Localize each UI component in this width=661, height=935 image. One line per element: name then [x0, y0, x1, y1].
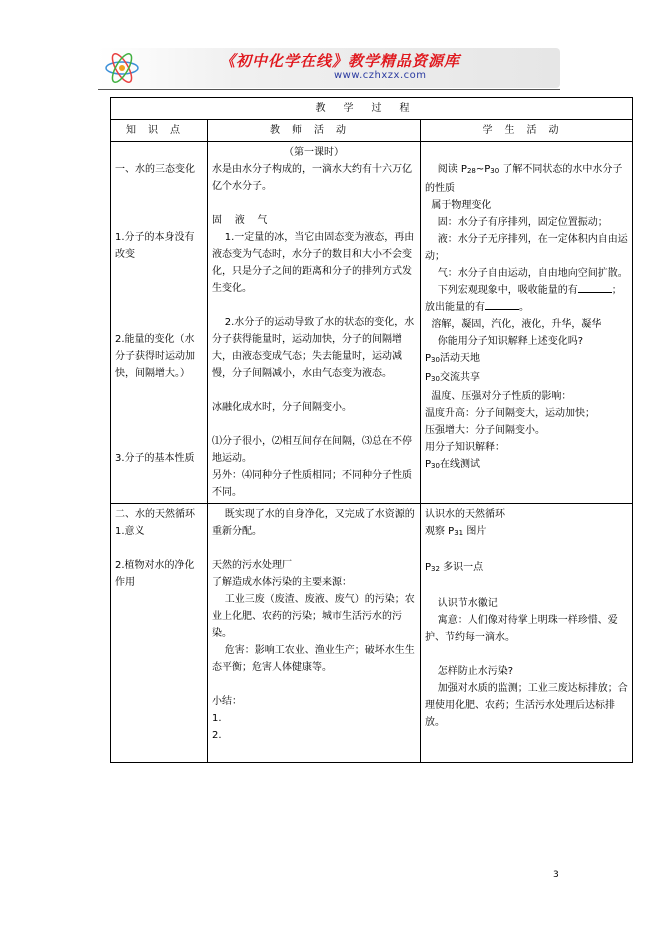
- student-text: 属于物理变化: [425, 200, 492, 211]
- knowledge-item: 3.分子的基本性质: [115, 453, 195, 464]
- student-text: $P_{32}$ 多识一点: [425, 562, 484, 573]
- banner-title: 《初中化学在线》教学精品资源库: [220, 52, 461, 70]
- teacher-text: 既实现了水的自身净化，又完成了水资源的重新分配。: [212, 509, 415, 537]
- student-text: $P_{30}$活动天地: [425, 353, 480, 364]
- lesson-label: （第一课时）: [284, 147, 344, 158]
- knowledge-item: 2.能量的变化（水分子获得时运动加快，间隔增大。）: [115, 334, 195, 379]
- teacher-text: 危害：影响工农业、渔业生产；破坏水生生态平衡；危害人体健康等。: [212, 645, 415, 673]
- teaching-process-table: [110, 97, 633, 763]
- teacher-text: 另外：⑷同种分子性质相同；不同种分子性质不同。: [212, 470, 412, 498]
- teacher-text: 2.水分子的运动导致了水的状态的变化，水分子获得能量时，运动加快，分子的间隔增大，由液态变成气态；失去能量时，运动减慢，分子间隔减小，水由气态变为液态。: [212, 317, 415, 379]
- column-header-knowledge: 知识点: [111, 120, 208, 142]
- table-row: [111, 504, 633, 763]
- answer-blank[interactable]: [578, 282, 612, 293]
- summary-item: 2.: [212, 730, 222, 741]
- student-text: $P_{30}$在线测试: [425, 459, 480, 470]
- column-header-teacher: 教师活动: [208, 120, 421, 142]
- summary-item: 1.: [212, 713, 222, 724]
- teacher-text: 冰融化成水时，分子间隔变小。: [212, 402, 352, 413]
- student-text: 认识水的天然循环: [425, 509, 505, 520]
- teacher-text: 水是由水分子构成的，一滴水大约有十六万亿亿个水分子。: [212, 164, 412, 192]
- student-text: 气：水分子自由运动，自由地向空间扩散。: [425, 268, 628, 279]
- banner-divider: [98, 89, 560, 90]
- student-text: $P_{30}$交流共享: [425, 372, 480, 383]
- student-text: 阅读 $P_{28}\sim P_{30}$ 了解不同状态的水中水分子的性质: [425, 164, 623, 194]
- student-text: 溶解，凝固，汽化，液化，升华，凝华: [425, 319, 602, 330]
- page-number: 3: [553, 870, 559, 880]
- table-row: [111, 142, 633, 504]
- knowledge-cell: [111, 142, 208, 504]
- knowledge-item: 二、水的天然循环: [115, 509, 195, 520]
- states-label: 固 液 气: [212, 215, 268, 226]
- student-question: 下列宏观现象中，吸收能量的有 ；放出能量的有 。: [425, 282, 628, 316]
- teacher-text: 工业三废（废渣、废液、废气）的污染；农业上化肥、农药的污染；城市生活污水的污染。: [212, 594, 415, 639]
- student-cell: [421, 504, 633, 763]
- student-text: 怎样防止水污染?: [425, 666, 514, 677]
- student-text: 用分子知识解释：: [425, 442, 505, 453]
- column-header-student: 学生活动: [421, 120, 633, 142]
- knowledge-item: 一、水的三态变化: [115, 164, 195, 175]
- teacher-text: 1.一定量的冰，当它由固态变为液态，再由液态变为气态时，水分子的数目和大小不会变化，只是分子之间的距离和分子的排列方式发生变化。: [212, 232, 415, 294]
- student-text: 寓意：人们像对待掌上明珠一样珍惜、爱护、节约每一滴水。: [425, 615, 618, 643]
- summary-label: 小结：: [212, 696, 242, 707]
- teacher-text: 了解造成水体污染的主要来源：: [212, 577, 352, 588]
- answer-blank[interactable]: [485, 299, 519, 310]
- knowledge-item: 1.意义: [115, 526, 145, 537]
- teacher-cell: [208, 142, 421, 504]
- teacher-text: ⑴分子很小，⑵相互间存在间隔，⑶总在不停地运动。: [212, 436, 412, 464]
- teacher-text: 天然的污水处理厂: [212, 560, 292, 571]
- student-text: 认识节水徽记: [425, 598, 498, 609]
- knowledge-cell: [111, 504, 208, 763]
- student-text: 液：水分子无序排列，在一定体积内自由运动；: [425, 234, 628, 262]
- student-text: 观察 $P_{31}$ 图片: [425, 526, 487, 537]
- student-text: 温度、压强对分子性质的影响：: [425, 391, 572, 402]
- teacher-cell: [208, 504, 421, 763]
- banner-url: www.czhxzx.com: [334, 70, 427, 81]
- student-text: 固：水分子有序排列，固定位置振动；: [425, 217, 608, 228]
- atom-logo-icon: [102, 50, 142, 86]
- table-title: 教学过程: [111, 98, 633, 120]
- student-text: 加强对水质的监测；工业三废达标排放；合理使用化肥、农药；生活污水处理后达标排放。: [425, 683, 628, 728]
- student-cell: [421, 142, 633, 504]
- student-text: 压强增大：分子间隔变小。: [425, 425, 545, 436]
- student-text: 温度升高：分子间隔变大，运动加快；: [425, 408, 595, 419]
- knowledge-item: 2.植物对水的净化作用: [115, 560, 195, 588]
- header-banner: [98, 48, 560, 92]
- student-text: 你能用分子知识解释上述变化吗?: [425, 336, 584, 347]
- knowledge-item: 1.分子的本身没有改变: [115, 232, 195, 260]
